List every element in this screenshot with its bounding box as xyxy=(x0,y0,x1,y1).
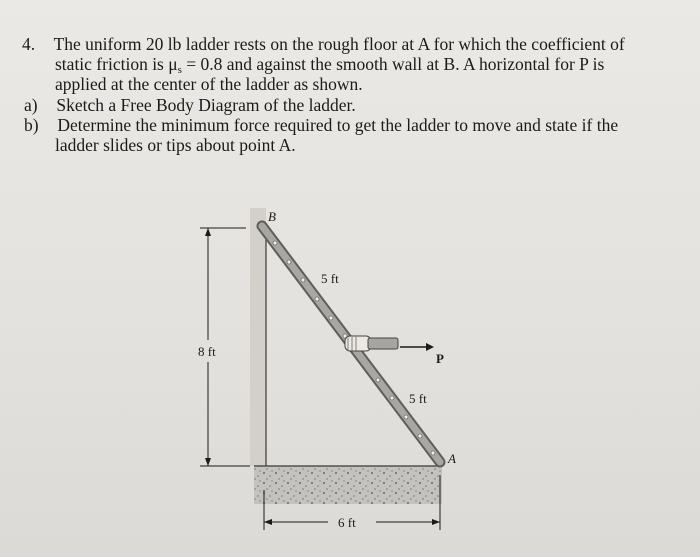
label-b: B xyxy=(268,209,276,224)
hand-icon xyxy=(345,336,398,351)
dim-lower-label: 5 ft xyxy=(409,391,427,406)
problem-line-3 xyxy=(55,74,363,94)
dim-height-label: 8 ft xyxy=(198,344,216,359)
wall xyxy=(250,208,266,466)
dim-base-label: 6 ft xyxy=(338,515,356,530)
mu-subscript: s xyxy=(177,64,182,76)
force-p-arrowhead xyxy=(426,343,434,351)
label-a: A xyxy=(448,451,456,466)
problem-text-3: applied at the center of the ladder as shown. xyxy=(55,74,363,94)
part-b-text-1: Determine the minimum force required to get the ladder to move and state if the xyxy=(57,115,619,135)
part-b xyxy=(24,115,618,135)
part-b-label: b) xyxy=(24,115,39,135)
ladder-figure xyxy=(190,200,490,540)
problem-line-1 xyxy=(22,34,625,54)
problem-text-2b: = 0.8 and against the smooth wall at B. A horizontal for P is xyxy=(181,54,605,74)
ladder-diagram xyxy=(190,200,490,540)
label-p: P xyxy=(436,351,444,366)
problem-text-1: The uniform 20 lb ladder rests on the rough floor at A for which the coefficient of xyxy=(53,34,625,54)
floor xyxy=(254,466,442,504)
problem-number: 4. xyxy=(22,34,36,54)
part-b-line-2 xyxy=(55,135,296,155)
problem-text-2a: static friction is μ xyxy=(55,54,178,74)
part-b-text-2: ladder slides or tips about point A. xyxy=(55,135,296,155)
part-a xyxy=(24,95,356,115)
part-a-text: Sketch a Free Body Diagram of the ladder. xyxy=(56,95,356,115)
part-a-label: a) xyxy=(24,95,38,115)
dim-upper-label: 5 ft xyxy=(321,271,339,286)
